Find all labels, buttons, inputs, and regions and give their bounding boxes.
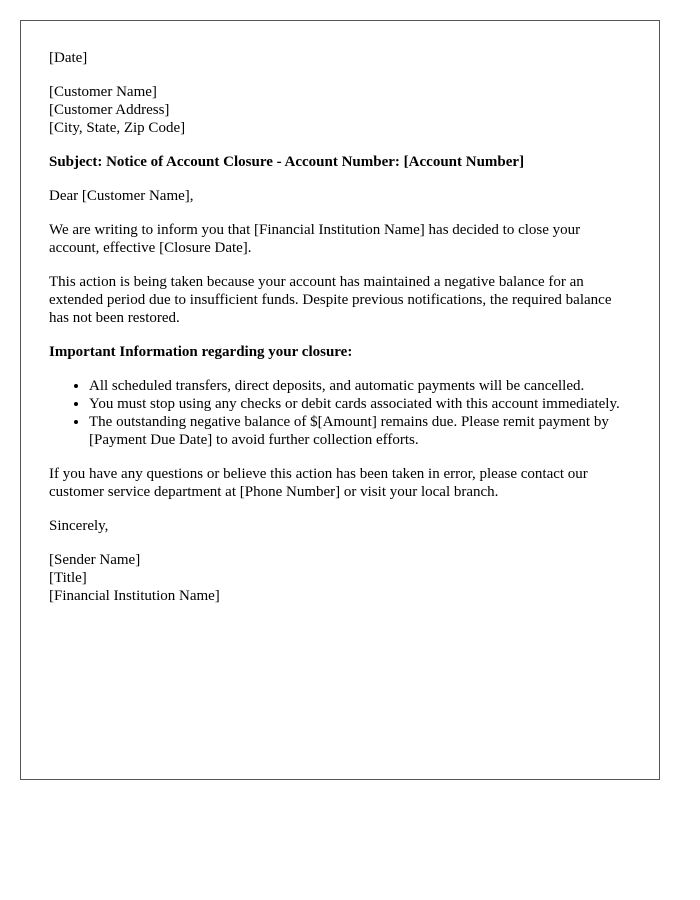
sender-institution: [Financial Institution Name] bbox=[49, 588, 220, 604]
info-heading: Important Information regarding your closure: bbox=[49, 344, 353, 360]
letter-date: [Date] bbox=[49, 50, 88, 66]
recipient-city-state-zip: [City, State, Zip Code] bbox=[49, 120, 186, 136]
list-item: • You must stop using any checks or debit cards associated with this account immediately. bbox=[89, 395, 631, 413]
info-list bbox=[49, 377, 631, 449]
list-item: • All scheduled transfers, direct deposits, and automatic payments will be cancelled. bbox=[89, 377, 631, 395]
paragraph-closure-reason: This action is being taken because your account has maintained a negative balance for an extended period due to insufficient funds. Despite previous notifications, the required balance has not been restored. bbox=[49, 274, 612, 326]
paragraph-closure-notice: We are writing to inform you that [Financial Institution Name] has decided to close your account, effective [Closure Date]. bbox=[49, 222, 581, 256]
recipient-address: [Customer Address] bbox=[49, 102, 170, 118]
paragraph-contact: If you have any questions or believe this action has been taken in error, please contact our customer service department at [Phone Number] or visit your local branch. bbox=[49, 466, 588, 500]
sender-title: [Title] bbox=[49, 570, 87, 586]
recipient-address-block bbox=[49, 83, 631, 137]
letter-closing: Sincerely, bbox=[49, 518, 109, 534]
recipient-name: [Customer Name] bbox=[49, 84, 157, 100]
letter-subject: Subject: Notice of Account Closure - Account Number: [Account Number] bbox=[49, 154, 525, 170]
sender-signature-block bbox=[49, 551, 631, 605]
list-item: • The outstanding negative balance of $[Amount] remains due. Please remit payment by [Payment Due Date] to avoid further collection efforts. bbox=[89, 413, 631, 449]
letter-salutation: Dear [Customer Name], bbox=[49, 188, 194, 204]
sender-name: [Sender Name] bbox=[49, 552, 141, 568]
letter-document bbox=[20, 20, 660, 780]
